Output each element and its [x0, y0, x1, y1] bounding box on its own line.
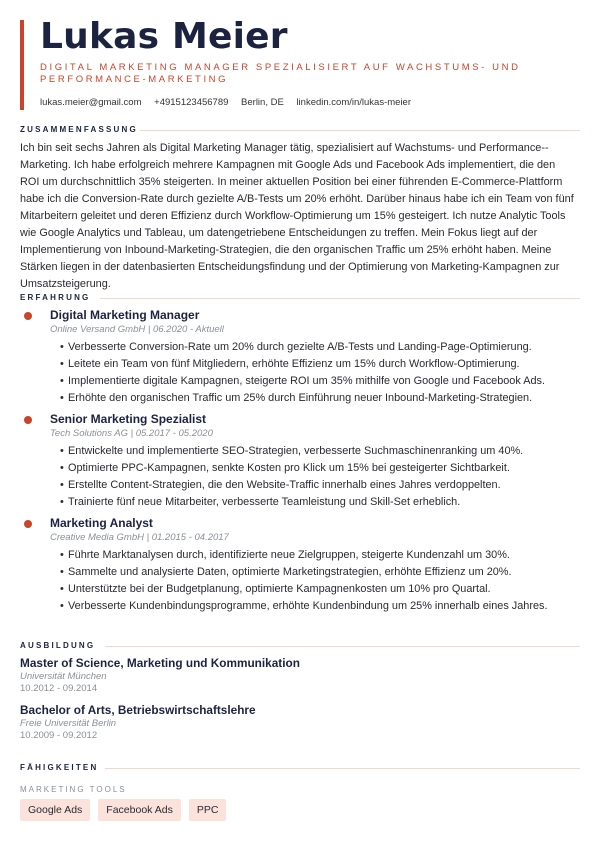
job-bullet: • Sammelte und analysierte Daten, optimierte Marketingstrategien, erhöhte Effizienz um 20%.	[60, 564, 548, 581]
candidate-headline: DIGITAL MARKETING MANAGER SPEZIALISIERT AUF WACHSTUMS- UND PERFORMANCE-MARKETING	[40, 62, 521, 85]
job-company-dates: Creative Media GmbH | 01.2015 - 04.2017	[50, 532, 229, 543]
education-entry	[20, 703, 580, 742]
job-bullets	[60, 547, 548, 615]
job-bullet: • Erhöhte den organischen Traffic um 25% durch Einführung neuer Inbound-Marketing-Strategien.	[60, 390, 545, 407]
contact-linkedin[interactable]: linkedin.com/in/lukas-meier	[296, 97, 412, 108]
education-school: Freie Universität Berlin	[20, 718, 117, 729]
job-bullet: • Verbesserte Kundenbindungsprogramme, erhöhte Kundenbindung um 25% innerhalb eines Jahres.	[60, 598, 548, 615]
job-bullet: • Optimierte PPC-Kampagnen, senkte Kosten pro Klick um 15% bei gesteigerter Sichtbarkeit.	[60, 460, 523, 477]
job-title: Senior Marketing Spezialist	[50, 412, 207, 426]
timeline-dot	[24, 416, 32, 424]
timeline-dot	[24, 520, 32, 528]
job-bullet: • Unterstützte bei der Budgetplanung, optimierte Kampagnenkosten um 10% pro Quartal.	[60, 581, 548, 598]
section-divider	[105, 768, 580, 769]
skill-tag: Google Ads	[20, 799, 90, 821]
skill-tags	[20, 799, 226, 821]
education-school: Universität München	[20, 671, 107, 682]
job-bullet: • Entwickelte und implementierte SEO-Strategien, verbesserte Suchmaschinenranking um 40%.	[60, 443, 523, 460]
job-title: Digital Marketing Manager	[50, 308, 200, 322]
education-dates: 10.2009 - 09.2012	[20, 730, 98, 741]
section-divider	[100, 298, 580, 299]
contact-email[interactable]: lukas.meier@gmail.com	[40, 97, 142, 108]
job-title: Marketing Analyst	[50, 516, 153, 530]
section-title-experience: ERFAHRUNG	[20, 293, 91, 302]
job-bullets	[60, 443, 523, 511]
education-dates: 10.2012 - 09.2014	[20, 683, 98, 694]
skill-tag: Facebook Ads	[98, 799, 181, 821]
header-accent-bar	[20, 20, 24, 110]
job-bullet: • Trainierte fünf neue Mitarbeiter, verbesserte Teamleistung und Skill-Set erheblich.	[60, 494, 523, 511]
education-entry	[20, 656, 580, 695]
section-title-education: AUSBILDUNG	[20, 641, 96, 650]
job-company-dates: Tech Solutions AG | 05.2017 - 05.2020	[50, 428, 213, 439]
job-bullets	[60, 339, 545, 407]
timeline-dot	[24, 312, 32, 320]
skill-category: MARKETING TOOLS	[20, 785, 127, 794]
job-company-dates: Online Versand GmbH | 06.2020 - Aktuell	[50, 324, 224, 335]
education-degree: Master of Science, Marketing und Kommunikation	[20, 656, 300, 670]
job-bullet: • Verbesserte Conversion-Rate um 20% durch gezielte A/B-Tests und Landing-Page-Optimierung.	[60, 339, 545, 356]
section-divider	[105, 646, 580, 647]
job-bullet: • Leitete ein Team von fünf Mitgliedern, erhöhte Effizienz um 15% durch Workflow-Optimierung.	[60, 356, 545, 373]
summary-text: Ich bin seit sechs Jahren als Digital Marketing Manager tätig, spezialisiert auf Wachstums- und Performance-- Marketing. Ich habe erfolgreich mehrere Kampagnen mit Google Ads und Facebook Ads implementiert, die den ROI um durchschnittlich 35% steigerten. In meiner aktuellen Position bei einer führenden E-Commerce-Plattform habe ich die Conversion-Rate durch gezielte A/B-Tests um 20% erhöht. Darüber hinaus habe ich ein Team von fünf Mitarbeitern geleitet und deren Effizienz durch Workflow-Optimierung um 15% gesteigert. Ich nutze Analytic Tools wie Google Analytics und Tableau, um datengetriebene Entscheidungen zu treffen. Mein Fokus liegt auf der Implementierung von Inbound-Marketing-Strategien, die den organischen Traffic um 25% erhöht haben. Meine Stärken liegen in der datenbasierten Entscheidungsfindung und der Optimierung von Marketing-Kampagnen zur Umsatzsteigerung.	[20, 142, 574, 290]
section-divider	[140, 130, 580, 131]
job-bullet: • Führte Marktanalysen durch, identifizierte neue Zielgruppen, steigerte Kundenzahl um 30%.	[60, 547, 548, 564]
section-title-summary: ZUSAMMENFASSUNG	[20, 125, 138, 134]
resume-header	[20, 14, 580, 110]
section-title-skills: FÄHIGKEITEN	[20, 763, 99, 772]
skill-tag: PPC	[189, 799, 227, 821]
job-bullet: • Implementierte digitale Kampagnen, steigerte ROI um 35% mithilfe von Google und Facebook Ads.	[60, 373, 545, 390]
education-degree: Bachelor of Arts, Betriebswirtschaftslehre	[20, 703, 256, 717]
job-bullet: • Erstellte Content-Strategien, die den Website-Traffic innerhalb eines Jahres verdoppelten.	[60, 477, 523, 494]
candidate-name: Lukas Meier	[40, 16, 288, 57]
contact-phone[interactable]: +4915123456789	[154, 97, 229, 108]
contact-location: Berlin, DE	[241, 97, 284, 108]
contact-info	[40, 97, 421, 108]
